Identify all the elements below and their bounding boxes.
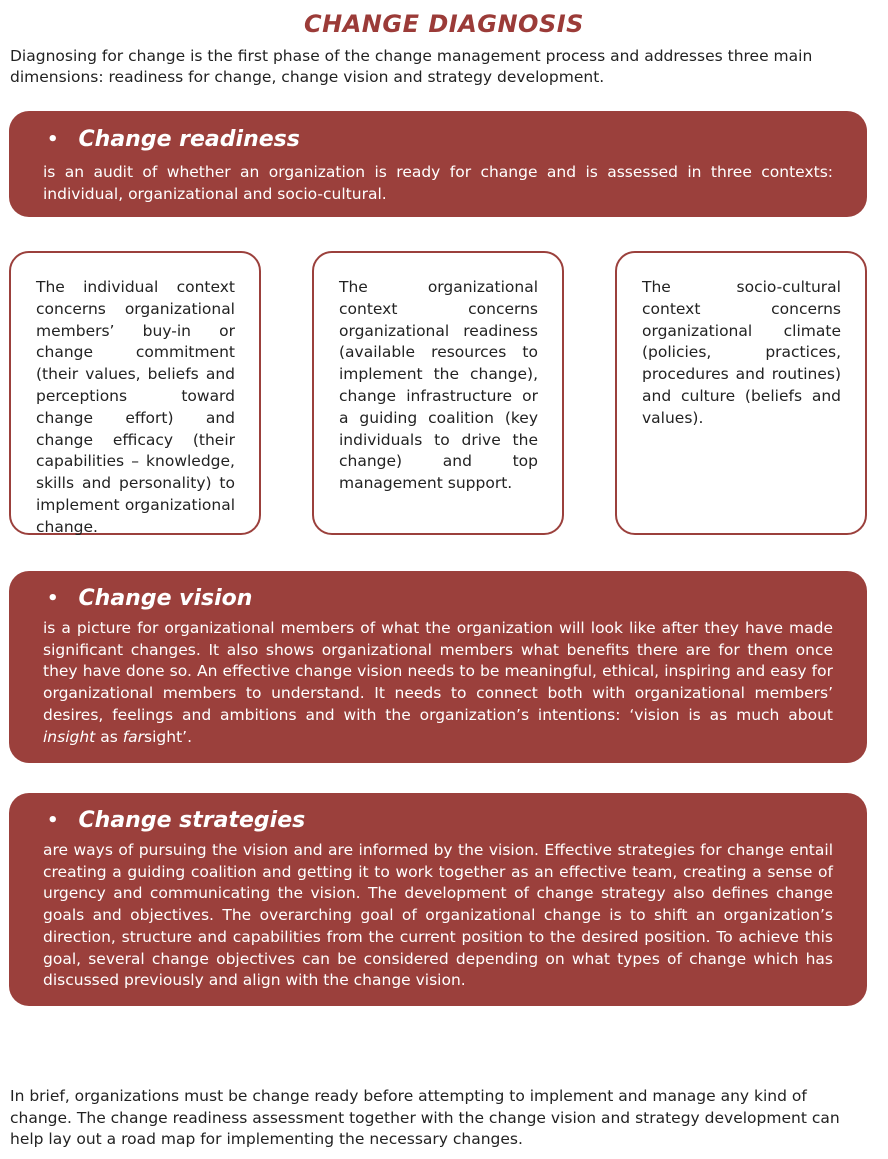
conclusion-paragraph: In brief, organizations must be change ready before attempting to implement and manage any kind of change. The change readiness assessment together with the change vision and strategy development can help lay out a road map for implementing the necessary changes. bbox=[10, 1087, 840, 1148]
vision-text-far: far bbox=[122, 727, 145, 746]
change-readiness-panel bbox=[9, 111, 867, 217]
change-strategies-title: Change strategies bbox=[78, 807, 306, 833]
vision-text-end: sight’. bbox=[144, 727, 193, 746]
individual-context-box: The individual context concerns organizational members’ buy-in or change commitment (their values, beliefs and perceptions toward change effort) and change efficacy (their capabilities – knowledge, skills and personality) to implement organizational change. bbox=[9, 251, 261, 535]
change-vision-body bbox=[43, 618, 833, 748]
vision-text-start: is a picture for organizational members of what the organization will look like after they have made significant changes. It also shows organizational members what benefits there are for them once they have done so. An effective change vision needs to be meaningful, ethical, inspiring and easy for organizational members to understand. It needs to connect both with organizational members’ desires, feelings and ambitions and with the organization’s intentions: ‘vision is as much about bbox=[43, 619, 833, 724]
page-title: CHANGE DIAGNOSIS bbox=[304, 10, 584, 38]
intro-paragraph: Diagnosing for change is the first phase of the change management process and addresses three main dimensions: readiness for change, change vision and strategy development. bbox=[10, 47, 813, 86]
bullet-icon: • bbox=[47, 809, 59, 831]
change-vision-title: Change vision bbox=[78, 585, 253, 611]
change-vision-heading bbox=[47, 583, 833, 613]
change-strategies-body: are ways of pursuing the vision and are informed by the vision. Effective strategies for change entail creating a guiding coalition and getting it to work together as an effective team, creating a sense of urgency and communicating the vision. The development of change strategy also defines change goals and objectives. The overarching goal of organizational change is to shift an organization’s direction, structure and capabilities from the current position to the desired position. To achieve this goal, several change objectives can be considered depending on what types of change which has discussed previously and align with the change vision. bbox=[43, 841, 833, 990]
vision-text-mid: as bbox=[95, 727, 123, 746]
change-readiness-body: is an audit of whether an organization is ready for change and is assessed in three contexts: individual, organizational and socio-cultural. bbox=[43, 163, 833, 203]
change-strategies-panel bbox=[9, 793, 867, 1006]
organizational-context-box: The organizational context concerns organizational readiness (available resources to implement the change), change infrastructure or a guiding coalition (key individuals to drive the change) and top management support. bbox=[312, 251, 564, 535]
vision-text-insight: insight bbox=[43, 727, 96, 746]
change-strategies-heading bbox=[47, 805, 833, 835]
socio-cultural-context-box: The socio-cultural context concerns organizational climate (policies, practices, procedures and routines) and culture (beliefs and values). bbox=[615, 251, 867, 535]
bullet-icon: • bbox=[47, 587, 59, 609]
bullet-icon: • bbox=[47, 128, 59, 150]
change-vision-panel bbox=[9, 571, 867, 763]
change-readiness-heading bbox=[47, 124, 833, 154]
change-readiness-title: Change readiness bbox=[78, 126, 300, 152]
